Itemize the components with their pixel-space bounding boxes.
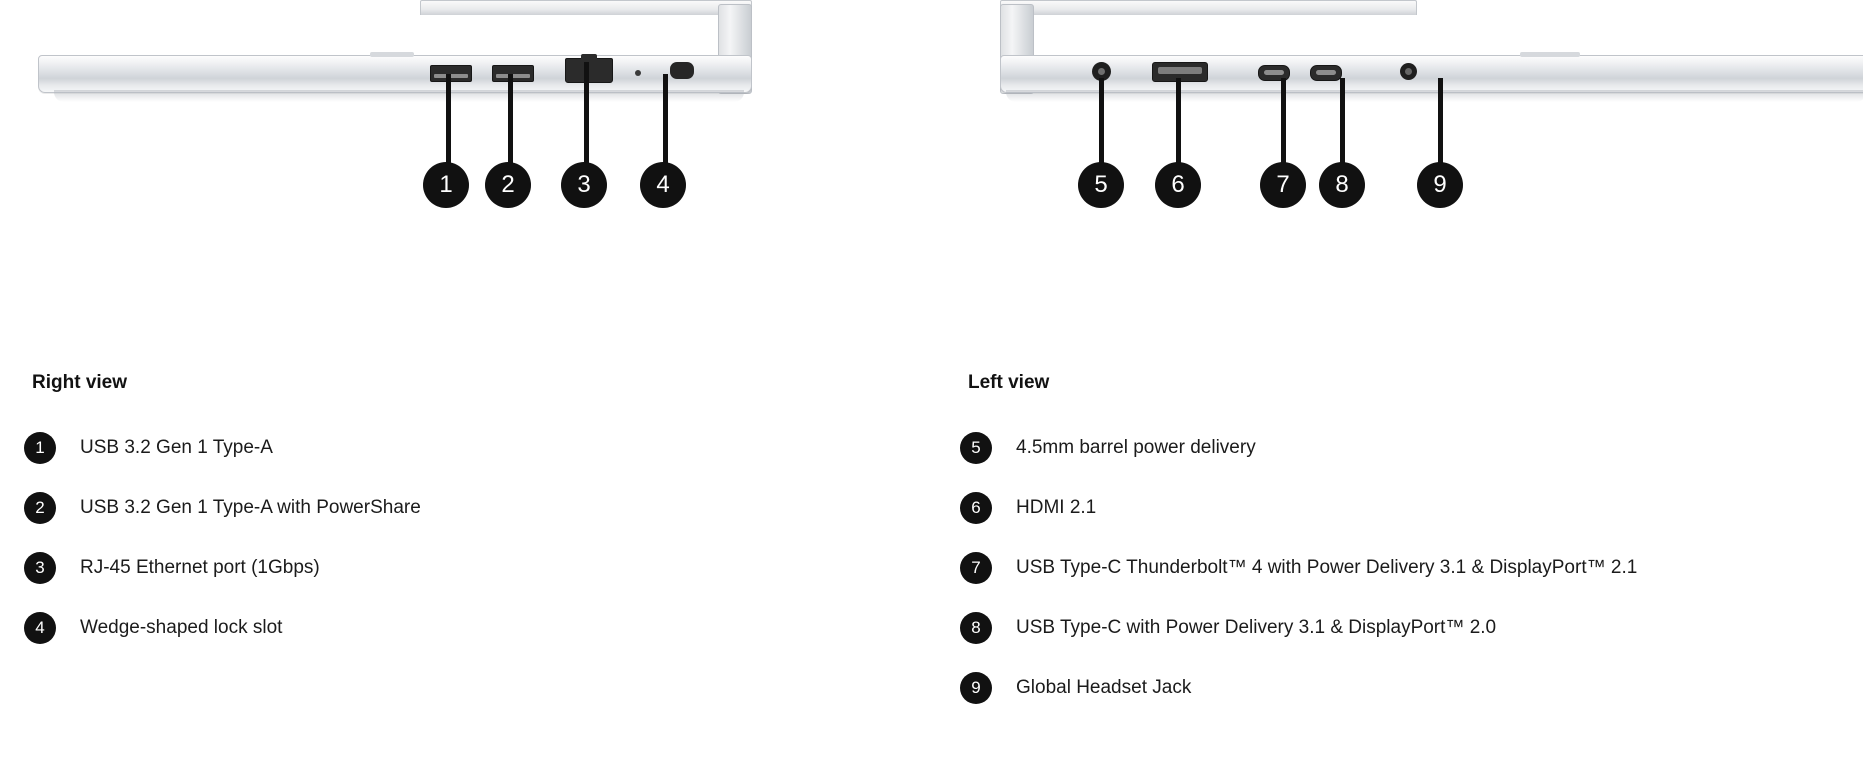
list-item <box>24 478 924 538</box>
legend-badge-2: 2 <box>24 492 56 524</box>
list-item <box>960 478 1840 538</box>
legend-label-2: USB 3.2 Gen 1 Type-A with PowerShare <box>80 497 421 518</box>
legend-left-view-title: Left view <box>968 372 1050 393</box>
leader-line-8 <box>1340 78 1345 166</box>
legend-badge-3: 3 <box>24 552 56 584</box>
legend-right-view <box>24 372 924 658</box>
legend-badge-8: 8 <box>960 612 992 644</box>
laptop-base-shadow-left <box>1006 90 1863 102</box>
list-item <box>960 598 1840 658</box>
usb-a-powershare-port <box>492 65 534 82</box>
list-item <box>960 538 1840 598</box>
legend-label-4: Wedge-shaped lock slot <box>80 617 283 638</box>
legend-badge-6: 6 <box>960 492 992 524</box>
list-item <box>24 418 924 478</box>
legend-label-9: Global Headset Jack <box>1016 677 1192 698</box>
list-item <box>960 418 1840 478</box>
list-item <box>24 598 924 658</box>
usb-a-port <box>430 65 472 82</box>
legend-label-6: HDMI 2.1 <box>1016 497 1097 518</box>
vent-left <box>1520 52 1580 57</box>
legend-label-8: USB Type-C with Power Delivery 3.1 & DisplayPort™ 2.0 <box>1016 617 1497 638</box>
leader-line-1 <box>446 74 451 166</box>
laptop-base-right <box>38 55 752 93</box>
legend-badge-9: 9 <box>960 672 992 704</box>
usb-c-port <box>1310 65 1342 81</box>
legend-label-1: USB 3.2 Gen 1 Type-A <box>80 437 273 458</box>
wedge-lock-slot <box>670 62 694 79</box>
laptop-left-view <box>1000 0 1863 130</box>
legend-label-5: 4.5mm barrel power delivery <box>1016 437 1256 458</box>
vent-right <box>370 52 414 57</box>
callout-6: 6 <box>1155 162 1201 208</box>
callout-8: 8 <box>1319 162 1365 208</box>
chassis-dot-right <box>635 70 641 76</box>
callout-2: 2 <box>485 162 531 208</box>
laptop-base-left <box>1000 55 1863 93</box>
legend-badge-4: 4 <box>24 612 56 644</box>
list-item <box>24 538 924 598</box>
callout-9: 9 <box>1417 162 1463 208</box>
leader-line-5 <box>1099 78 1104 166</box>
leader-line-2 <box>508 74 513 166</box>
laptop-lid-left <box>1000 0 1417 15</box>
laptop-base-shadow-right <box>54 90 744 102</box>
legend-right-view-title: Right view <box>32 372 128 393</box>
callout-5: 5 <box>1078 162 1124 208</box>
callout-4: 4 <box>640 162 686 208</box>
leader-line-9 <box>1438 78 1443 166</box>
legend-badge-7: 7 <box>960 552 992 584</box>
legend-label-3: RJ-45 Ethernet port (1Gbps) <box>80 557 320 578</box>
legend-left-view <box>960 372 1840 718</box>
headset-jack-port <box>1400 63 1417 80</box>
laptop-right-view <box>30 0 930 130</box>
legend-label-7: USB Type-C Thunderbolt™ 4 with Power Delivery 3.1 & DisplayPort™ 2.1 <box>1016 557 1638 578</box>
leader-line-4 <box>663 74 668 166</box>
callout-7: 7 <box>1260 162 1306 208</box>
rj45-ethernet-port <box>565 58 613 83</box>
leader-line-7 <box>1281 78 1286 166</box>
callout-3: 3 <box>561 162 607 208</box>
leader-line-6 <box>1176 78 1181 166</box>
port-diagram-illustration <box>0 0 1863 260</box>
legend-badge-5: 5 <box>960 432 992 464</box>
laptop-lid-right <box>420 0 752 15</box>
legend-badge-1: 1 <box>24 432 56 464</box>
list-item <box>960 658 1840 718</box>
callout-1: 1 <box>423 162 469 208</box>
leader-line-3 <box>584 62 589 166</box>
